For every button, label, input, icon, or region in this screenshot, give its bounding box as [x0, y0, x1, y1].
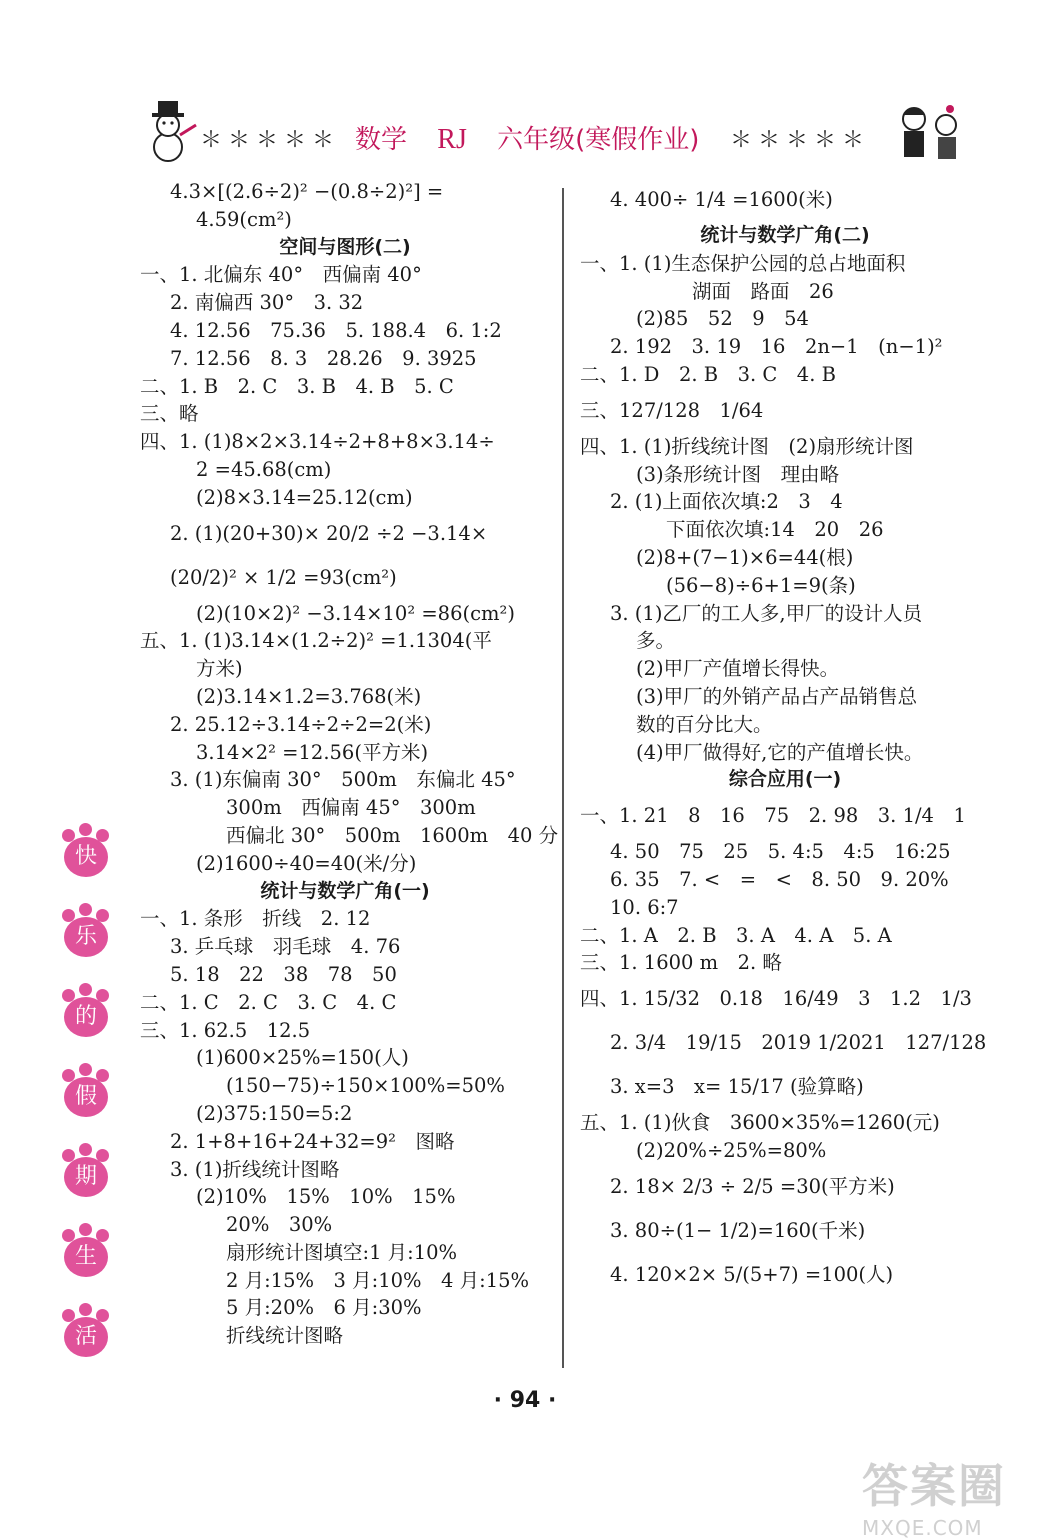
subject-label: 数学	[355, 125, 408, 155]
answer-line: (2)8×3.14=25.12(cm)	[196, 485, 413, 509]
answer-line: 3.14×2² =12.56(平方米)	[196, 740, 429, 764]
side-paw-decoration	[58, 825, 128, 1385]
answer-line: 3. 乒乓球 羽毛球 4. 76	[170, 935, 401, 959]
paw-character: 生	[64, 1237, 108, 1277]
answer-line: 20% 30%	[226, 1213, 333, 1237]
paw-icon	[58, 1305, 114, 1361]
answer-line: 300m 西偏南 45° 300m	[226, 796, 476, 820]
answer-line: 五、1. (1)3.14×(1.2÷2)² =1.1304(平	[140, 629, 492, 653]
answer-line: 2. 1+8+16+24+32=9² 图略	[170, 1129, 455, 1153]
answer-line: 4. 120×2× 5/(5+7) =100(人)	[610, 1262, 894, 1286]
kids-mascot-icon	[890, 95, 970, 165]
snowman-mascot-icon	[130, 95, 210, 165]
answer-line: 2. 192 3. 19 16 2n−1 (n−1)²	[610, 335, 943, 359]
section-heading: 空间与图形(二)	[279, 235, 411, 258]
header-stars-left: ＊＊＊＊＊	[200, 128, 341, 153]
answer-line: (2)85 52 9 54	[636, 307, 809, 331]
answer-line: 一、1. (1)生态保护公园的总占地面积	[580, 251, 906, 275]
left-answer-column	[140, 178, 559, 1350]
answer-line: 三、1. 1600 m 2. 略	[580, 951, 782, 975]
paw-character: 假	[64, 1077, 108, 1117]
answer-line: 扇形统计图填空:1 月:10%	[226, 1240, 458, 1264]
answer-line: 二、1. C 2. C 3. C 4. C	[140, 990, 397, 1014]
section-heading: 统计与数学广角(二)	[700, 224, 870, 246]
watermark-bottom: MXQE.COM	[862, 1516, 983, 1540]
answer-line: 2. (1)上面依次填:2 3 4	[610, 490, 843, 514]
answer-line: (2)甲厂产值增长得快。	[636, 657, 840, 681]
watermark	[862, 1450, 1042, 1540]
answer-line: 一、1. 21 8 16 75 2. 98 3. 1/4 1	[580, 804, 966, 828]
page-title	[355, 119, 721, 156]
answer-line: 一、1. 北偏东 40° 西偏南 40°	[140, 263, 422, 287]
paw-character: 活	[64, 1317, 108, 1357]
answer-line: 3. (1)乙厂的工人多,甲厂的设计人员	[610, 601, 923, 625]
answer-line: 2. 18× 2/3 ÷ 2/5 =30(平方米)	[610, 1174, 895, 1198]
answer-line: 2. 3/4 19/15 2019 1/2021 127/128	[610, 1031, 987, 1055]
answer-line: 二、1. B 2. C 3. B 4. B 5. C	[140, 374, 454, 398]
answer-line: 四、1. (1)8×2×3.14÷2+8+8×3.14÷	[140, 430, 495, 454]
answer-line: 湖面 路面 26	[692, 279, 834, 303]
answer-line: 6. 35 7. < = < 8. 50 9. 20%	[610, 867, 949, 891]
answer-line: (2)375:150=5:2	[196, 1101, 353, 1125]
answer-line: 折线统计图略	[226, 1324, 344, 1348]
answer-line: (1)600×25%=150(人)	[196, 1046, 409, 1070]
paw-icon	[58, 1065, 114, 1121]
paw-character: 的	[64, 997, 108, 1037]
right-answer-column	[580, 178, 990, 1297]
answer-line: 3. 80÷(1− 1/2)=160(千米)	[610, 1218, 866, 1242]
answer-line: 2 月:15% 3 月:10% 4 月:15%	[226, 1268, 530, 1292]
paw-icon	[58, 1225, 114, 1281]
page-number: · 94 ·	[493, 1388, 557, 1413]
answer-line: 三、1. 62.5 12.5	[140, 1018, 311, 1042]
answer-line: 方米)	[196, 657, 243, 681]
section-heading: 综合应用(一)	[728, 768, 842, 791]
grade-label: 六年级(寒假作业)	[497, 125, 700, 155]
answer-line: (4)甲厂做得好,它的产值增长快。	[636, 740, 924, 764]
answer-line: 10. 6:7	[610, 895, 679, 919]
answer-line: 2. 南偏西 30° 3. 32	[170, 291, 364, 315]
answer-line: 4. 50 75 25 5. 4:5 4:5 16:25	[610, 840, 951, 864]
answer-line: 4. 400÷ 1/4 =1600(米)	[610, 188, 833, 211]
paw-icon	[58, 905, 114, 961]
answer-line: 三、127/128 1/64	[580, 398, 764, 422]
answer-line: 4.59(cm²)	[196, 207, 292, 231]
answer-line: (20/2)² × 1/2 =93(cm²)	[170, 565, 397, 589]
answer-line: 4. 12.56 75.36 5. 188.4 6. 1:2	[170, 318, 502, 342]
answer-line: 下面依次填:14 20 26	[666, 518, 884, 542]
answer-line: 3. (1)折线统计图略	[170, 1157, 340, 1181]
paw-character: 期	[64, 1157, 108, 1197]
answer-line: (3)条形统计图 理由略	[636, 462, 840, 486]
paw-icon	[58, 985, 114, 1041]
answer-line: 四、1. (1)折线统计图 (2)扇形统计图	[580, 434, 914, 458]
answer-line: (56−8)÷6+1=9(条)	[666, 573, 856, 597]
answer-line: 一、1. 条形 折线 2. 12	[140, 907, 371, 931]
edition-label: RJ	[437, 124, 467, 155]
answer-line: (3)甲厂的外销产品占产品销售总	[636, 684, 918, 708]
answer-line: (150−75)÷150×100%=50%	[226, 1074, 505, 1098]
answer-line: 5. 18 22 38 78 50	[170, 962, 397, 986]
answer-line: 7. 12.56 8. 3 28.26 9. 3925	[170, 346, 477, 370]
answer-line: (2)8+(7−1)×6=44(根)	[636, 545, 854, 569]
answer-line: 2. (1)(20+30)× 20/2 ÷2 −3.14×	[170, 521, 488, 545]
answer-line: 多。	[636, 629, 676, 653]
paw-icon	[58, 1145, 114, 1201]
paw-character: 乐	[64, 917, 108, 957]
header-stars-right: ＊＊＊＊＊	[730, 128, 871, 153]
answer-line: 西偏北 30° 500m 1600m 40 分	[226, 823, 559, 847]
answer-line: 4.3×[(2.6÷2)² −(0.8÷2)²] =	[170, 180, 444, 203]
answer-line: 三、略	[140, 402, 199, 426]
page-header	[130, 95, 980, 165]
answer-line: (2)20%÷25%=80%	[636, 1138, 827, 1162]
watermark-top: 答案圈	[862, 1459, 1006, 1513]
answer-line: 四、1. 15/32 0.18 16/49 3 1.2 1/3	[580, 987, 972, 1011]
paw-character: 快	[64, 837, 108, 877]
paw-icon	[58, 825, 114, 881]
answer-line: (2)(10×2)² −3.14×10² =86(cm²)	[196, 601, 515, 625]
answer-line: (2)3.14×1.2=3.768(米)	[196, 684, 422, 708]
answer-line: (2)1600÷40=40(米/分)	[196, 851, 417, 875]
answer-line: 五、1. (1)伙食 3600×35%=1260(元)	[580, 1111, 940, 1135]
answer-line: (2)10% 15% 10% 15%	[196, 1185, 456, 1209]
answer-line: 二、1. D 2. B 3. C 4. B	[580, 362, 836, 386]
section-heading: 统计与数学广角(一)	[260, 879, 430, 902]
answer-line: 3. (1)东偏南 30° 500m 东偏北 45°	[170, 768, 516, 792]
answer-line: 二、1. A 2. B 3. A 4. A 5. A	[580, 923, 892, 947]
answer-line: 5 月:20% 6 月:30%	[226, 1296, 422, 1320]
answer-line: 数的百分比大。	[636, 712, 773, 736]
column-divider	[562, 188, 564, 1368]
answer-line: 2 =45.68(cm)	[196, 457, 332, 481]
answer-line: 3. x=3 x= 15/17 (验算略)	[610, 1075, 864, 1099]
answer-line: 2. 25.12÷3.14÷2÷2=2(米)	[170, 712, 432, 736]
